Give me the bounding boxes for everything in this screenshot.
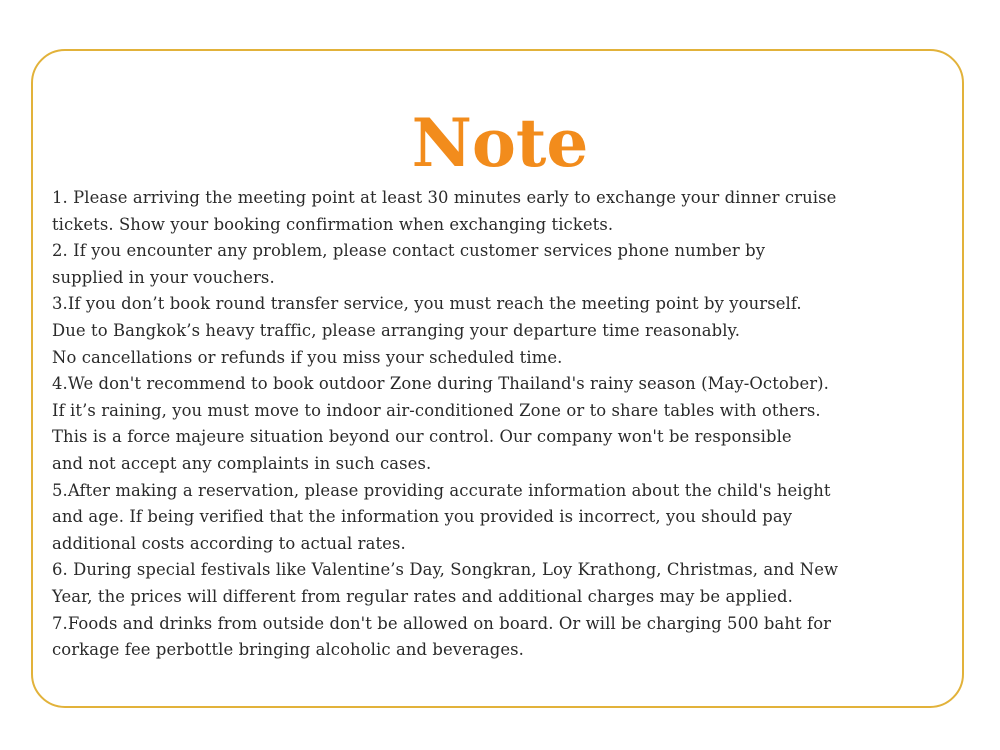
note-line: No cancellations or refunds if you miss your scheduled time. <box>52 347 563 367</box>
note-line: and age. If being verified that the information you provided is incorrect, you should pay <box>52 507 793 527</box>
note-line: 7.Foods and drinks from outside don't be allowed on board. Or will be charging 500 baht for <box>52 613 832 633</box>
note-line: 3.If you don’t book round transfer service, you must reach the meeting point by yourself. <box>52 294 802 314</box>
note-title: Note <box>411 104 589 182</box>
note-line: Due to Bangkok’s heavy traffic, please arranging your departure time reasonably. <box>52 320 741 340</box>
note-line: If it’s raining, you must move to indoor air-conditioned Zone or to share tables with others. <box>52 400 821 420</box>
note-line: 1. Please arriving the meeting point at least 30 minutes early to exchange your dinner cruise <box>52 188 837 207</box>
note-line: additional costs according to actual rates. <box>52 533 406 553</box>
note-line: 5.After making a reservation, please providing accurate information about the child's height <box>52 480 831 500</box>
note-line: supplied in your vouchers. <box>52 267 275 287</box>
note-line: tickets. Show your booking confirmation when exchanging tickets. <box>52 214 614 234</box>
note-text-block <box>52 185 957 664</box>
note-line: and not accept any complaints in such cases. <box>52 453 432 473</box>
note-line: 2. If you encounter any problem, please contact customer services phone number by <box>52 241 766 261</box>
note-line: Year, the prices will different from regular rates and additional charges may be applied. <box>52 586 793 606</box>
note-line: 4.We don't recommend to book outdoor Zone during Thailand's rainy season (May-October). <box>52 374 829 394</box>
note-line: 6. During special festivals like Valentine’s Day, Songkran, Loy Krathong, Christmas, and New <box>52 560 839 580</box>
note-line: This is a force majeure situation beyond our control. Our company won't be responsible <box>52 427 792 447</box>
note-line: corkage fee perbottle bringing alcoholic and beverages. <box>52 640 524 660</box>
